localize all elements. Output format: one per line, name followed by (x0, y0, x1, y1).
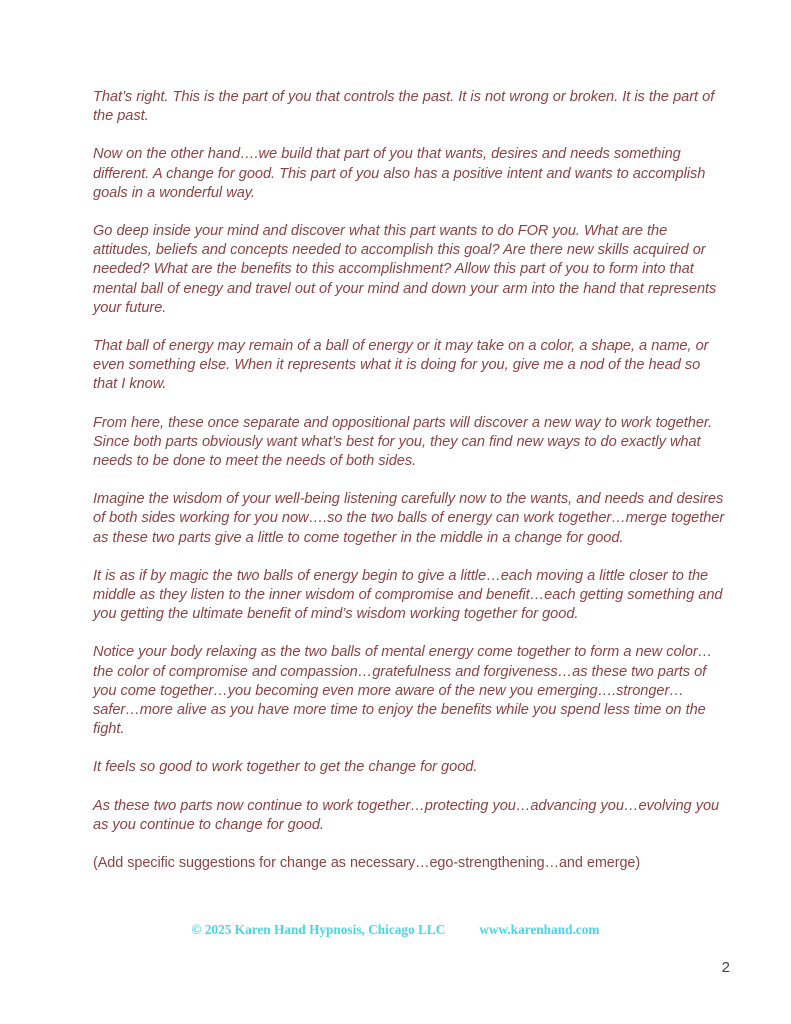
paragraph: It is as if by magic the two balls of energy begin to give a little…each moving a little closer to the middle as they listen to the inner wisdom of compromise and benefit…each getting something and you getting the ultimate benefit of mind’s wisdom working together for good. (93, 567, 723, 623)
paragraph: That ball of energy may remain of a ball of energy or it may take on a color, a shape, a name, or even something else. When it represents what it is doing for you, give me a nod of the head so that I know. (93, 338, 709, 393)
paragraph: It feels so good to work together to get the change for good. (93, 759, 478, 776)
paragraph: From here, these once separate and oppositional parts will discover a new way to work together. Since both parts obviously want what’s best for you, they can find new ways to do exactly what needs to be done to meet the needs of both sides. (93, 414, 713, 470)
copyright-notice: © 2025 Karen Hand Hypnosis, Chicago LLC (191, 922, 446, 937)
page-number: 2 (721, 959, 730, 976)
paragraph: Go deep inside your mind and discover what this part wants to do FOR you. What are the attitudes, beliefs and concepts needed to accomplish this goal? Are there new skills acquired or needed? What are the benefits to this accomplishment? Allow this part of you to form into that mental ball of enegy and travel out of your mind and down your arm into the hand that represents your future. (93, 223, 717, 316)
page-footer (0, 921, 791, 938)
paragraph: As these two parts now continue to work together…protecting you…advancing you…evolving you as you continue to change for good. (93, 797, 720, 833)
paragraph: That’s right. This is the part of you that controls the past. It is not wrong or broken. It is the part of the past. (93, 89, 715, 125)
facilitator-note: (Add specific suggestions for change as necessary…ego-strengthening…and emerge) (93, 855, 641, 872)
paragraph: Notice your body relaxing as the two balls of mental energy come together to form a new color…the color of compromise and compassion…gratefulness and forgiveness…as these two parts of you come together…you becoming even more aware of the new you emerging….stronger…safer…more alive as you have more time to enjoy the benefits while you spend less time on the fight. (93, 644, 713, 738)
document-body (93, 88, 725, 873)
paragraph: Imagine the wisdom of your well-being listening carefully now to the wants, and needs and desires of both sides working for you now….so the two balls of energy can work together…merge together as these two parts give a little to come together in the middle in a change for good. (93, 491, 725, 546)
website-link[interactable]: www.karenhand.com (479, 922, 600, 937)
paragraph: Now on the other hand….we build that part of you that wants, desires and needs something different. A change for good. This part of you also has a positive intent and wants to accomplish goals in a wonderful way. (93, 146, 706, 201)
